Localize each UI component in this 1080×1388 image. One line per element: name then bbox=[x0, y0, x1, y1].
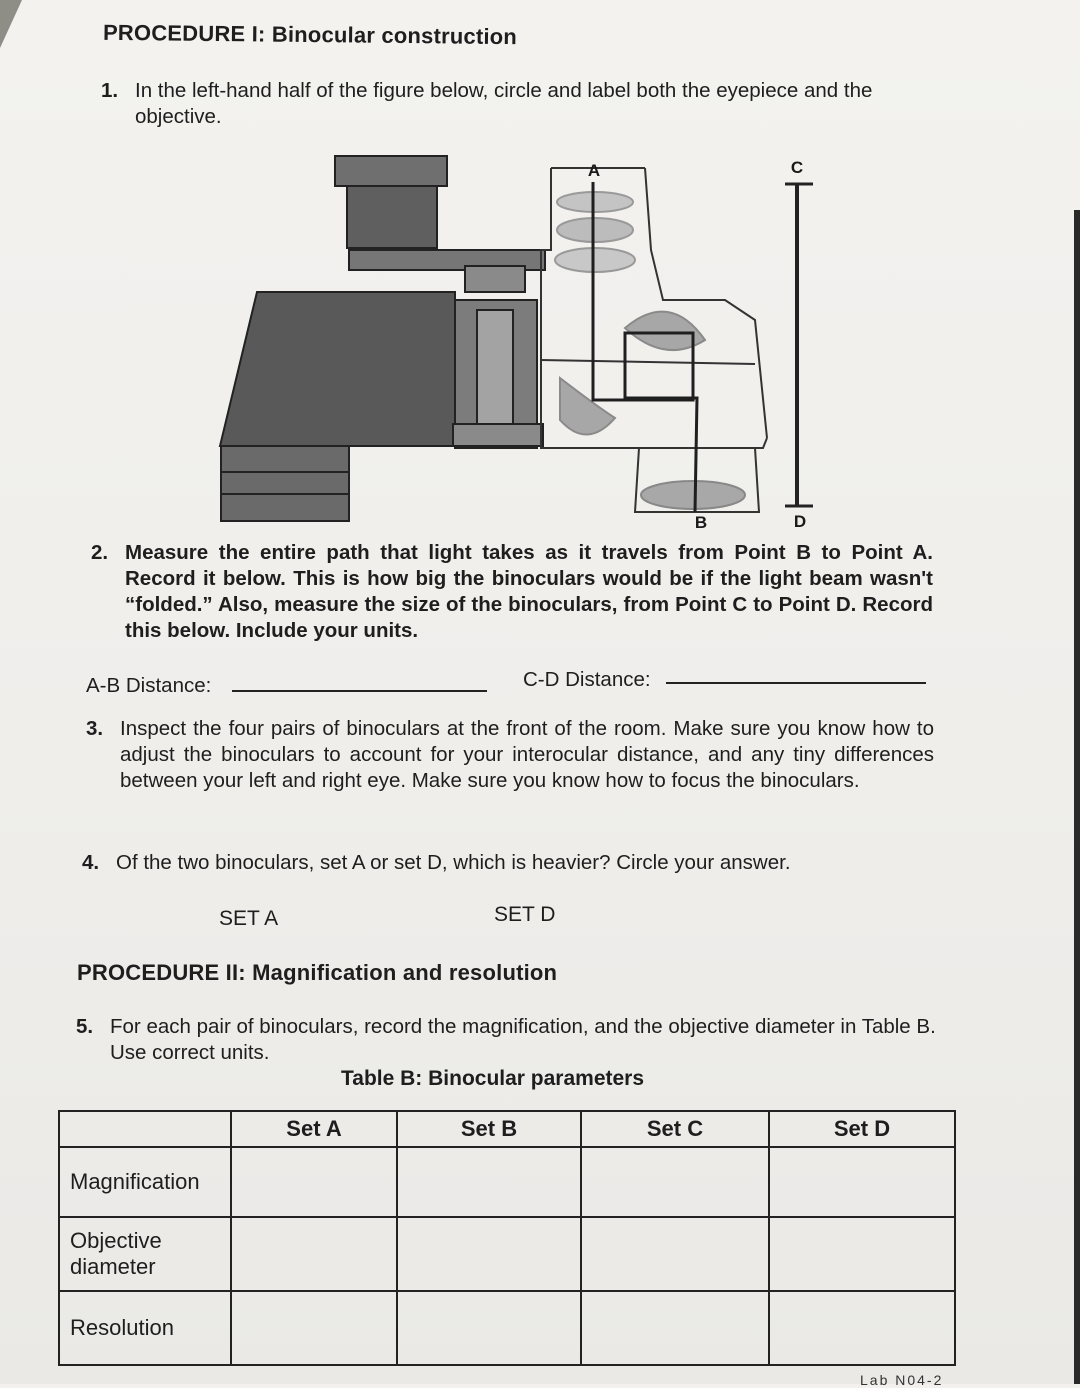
cell-magnification-set-c[interactable] bbox=[581, 1147, 769, 1217]
question-1-number: 1. bbox=[101, 79, 119, 102]
cd-distance-blank[interactable] bbox=[666, 682, 926, 684]
table-header-set-c: Set C bbox=[581, 1111, 769, 1147]
question-5-text: For each pair of binoculars, record the magnification, and the objective diameter in Table B. Use correct units. bbox=[110, 1015, 936, 1064]
question-3 bbox=[86, 716, 934, 794]
binocular-figure bbox=[215, 150, 835, 535]
cell-magnification-set-b[interactable] bbox=[397, 1147, 581, 1217]
table-row bbox=[59, 1291, 955, 1365]
ab-distance-blank[interactable] bbox=[232, 690, 487, 692]
table-header-row bbox=[59, 1111, 955, 1147]
table-header-set-d: Set D bbox=[769, 1111, 955, 1147]
question-2-number: 2. bbox=[91, 541, 109, 564]
cell-objective-set-d[interactable] bbox=[769, 1217, 955, 1291]
binocular-cutaway-half bbox=[541, 168, 767, 512]
cell-resolution-set-d[interactable] bbox=[769, 1291, 955, 1365]
figure-label-c: C bbox=[790, 158, 804, 177]
question-2 bbox=[91, 540, 933, 644]
question-2-text: Measure the entire path that light takes as it travels from Point B to Point A. Record it below. This is how big the binoculars would be if the light beam wasn't “folded.” Also, measure the size of the binoculars, from Point C to Point D. Record this below. Include your units. bbox=[125, 541, 933, 642]
table-caption: Table B: Binocular parameters bbox=[341, 1067, 645, 1090]
procedure-1-heading: PROCEDURE I: Binocular construction bbox=[102, 19, 518, 50]
page-footer-label: Lab N04-2 bbox=[860, 1372, 944, 1388]
cell-objective-set-b[interactable] bbox=[397, 1217, 581, 1291]
question-3-number: 3. bbox=[86, 717, 104, 740]
choice-set-d[interactable]: SET D bbox=[494, 903, 556, 926]
table-row bbox=[59, 1147, 955, 1217]
question-4 bbox=[82, 850, 922, 876]
row-label-objective-diameter: Objective diameter bbox=[59, 1217, 231, 1291]
question-1 bbox=[101, 78, 927, 130]
table-header-empty bbox=[59, 1111, 231, 1147]
cell-resolution-set-b[interactable] bbox=[397, 1291, 581, 1365]
cell-resolution-set-c[interactable] bbox=[581, 1291, 769, 1365]
table-header-set-a: Set A bbox=[231, 1111, 397, 1147]
question-3-text: Inspect the four pairs of binoculars at the front of the room. Make sure you know how to adjust the binoculars to account for your interocular distance, and any tiny differences between your left and right eye. Make sure you know how to focus the binoculars. bbox=[120, 717, 934, 792]
question-5 bbox=[76, 1014, 936, 1066]
cell-resolution-set-a[interactable] bbox=[231, 1291, 397, 1365]
page-corner-shadow bbox=[0, 0, 22, 48]
procedure-2-heading: PROCEDURE II: Magnification and resolution bbox=[77, 960, 558, 985]
question-4-text: Of the two binoculars, set A or set D, which is heavier? Circle your answer. bbox=[116, 851, 791, 874]
question-1-text: In the left-hand half of the figure below, circle and label both the eyepiece and the objective. bbox=[135, 79, 873, 128]
choice-set-a[interactable]: SET A bbox=[219, 907, 279, 930]
ab-distance-label: A-B Distance: bbox=[86, 674, 212, 697]
table-header-set-b: Set B bbox=[397, 1111, 581, 1147]
figure-label-a: A bbox=[587, 161, 601, 180]
page-edge-shadow bbox=[1074, 210, 1080, 1384]
figure-label-b: B bbox=[694, 513, 708, 532]
cell-magnification-set-d[interactable] bbox=[769, 1147, 955, 1217]
binocular-parameters-table bbox=[58, 1110, 956, 1366]
question-4-number: 4. bbox=[82, 851, 100, 874]
binocular-exterior-half bbox=[220, 156, 545, 521]
table-row bbox=[59, 1217, 955, 1291]
cell-objective-set-a[interactable] bbox=[231, 1217, 397, 1291]
cell-magnification-set-a[interactable] bbox=[231, 1147, 397, 1217]
row-label-resolution: Resolution bbox=[59, 1291, 231, 1365]
cd-distance-label: C-D Distance: bbox=[523, 668, 651, 691]
cell-objective-set-c[interactable] bbox=[581, 1217, 769, 1291]
row-label-magnification: Magnification bbox=[59, 1147, 231, 1217]
figure-label-d: D bbox=[793, 512, 807, 531]
question-5-number: 5. bbox=[76, 1015, 94, 1038]
